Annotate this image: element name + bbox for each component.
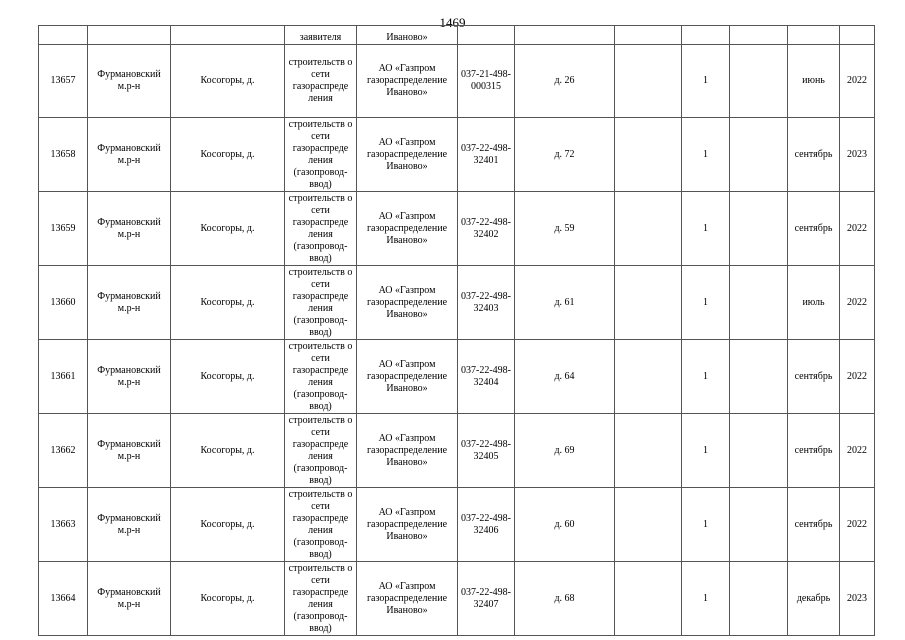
cell-district: Фурмановский м.р-н [88, 562, 171, 636]
cell-empty-a [615, 45, 682, 118]
cell-organization: АО «Газпром газораспределение Иваново» [357, 266, 458, 340]
cell-organization: АО «Газпром газораспределение Иваново» [357, 562, 458, 636]
page-number: 1469 [439, 15, 466, 30]
cell-house: д. 26 [515, 45, 615, 118]
cell-year: 2022 [840, 340, 875, 414]
cell-organization: АО «Газпром газораспределение Иваново» [357, 340, 458, 414]
cell-house: д. 69 [515, 414, 615, 488]
cell-empty-b [730, 340, 788, 414]
cell-organization: Иваново» [357, 26, 458, 45]
cell-purpose: строительств о сети газораспреде ления (газопровод-ввод) [285, 414, 357, 488]
cell-organization: АО «Газпром газораспределение Иваново» [357, 118, 458, 192]
table-row [39, 266, 875, 340]
cell-number: 13662 [39, 414, 88, 488]
records-table [38, 25, 875, 636]
table-row [39, 192, 875, 266]
cell-year: 2022 [840, 45, 875, 118]
cell-year: 2022 [840, 488, 875, 562]
cell-district: Фурмановский м.р-н [88, 340, 171, 414]
cell-district: Фурмановский м.р-н [88, 414, 171, 488]
table-row [39, 118, 875, 192]
cell-empty-a [615, 266, 682, 340]
cell-count: 1 [682, 488, 730, 562]
cell-code: 037-22-498-32404 [458, 340, 515, 414]
cell-code: 037-21-498-000315 [458, 45, 515, 118]
cell-locality: Косогоры, д. [171, 192, 285, 266]
cell-house: д. 61 [515, 266, 615, 340]
cell-year: 2022 [840, 414, 875, 488]
cell-purpose: строительств о сети газораспреде ления (газопровод-ввод) [285, 562, 357, 636]
cell-number: 13664 [39, 562, 88, 636]
cell-purpose: строительств о сети газораспреде ления (газопровод-ввод) [285, 266, 357, 340]
cell-number: 13663 [39, 488, 88, 562]
cell-month: сентябрь [788, 192, 840, 266]
cell-empty-a [615, 192, 682, 266]
cell-year: 2022 [840, 192, 875, 266]
cell-code: 037-22-498-32405 [458, 414, 515, 488]
table-row [39, 488, 875, 562]
cell-month: сентябрь [788, 488, 840, 562]
cell-house: д. 64 [515, 340, 615, 414]
table-row-continued [39, 26, 875, 45]
cell-code: 037-22-498-32402 [458, 192, 515, 266]
cell-count: 1 [682, 192, 730, 266]
cell-empty-b [730, 414, 788, 488]
cell-purpose: строительств о сети газораспреде ления (газопровод-ввод) [285, 488, 357, 562]
cell-purpose: строительств о сети газораспреде ления (газопровод-ввод) [285, 118, 357, 192]
cell-district: Фурмановский м.р-н [88, 266, 171, 340]
cell-house: д. 59 [515, 192, 615, 266]
cell-month: сентябрь [788, 340, 840, 414]
cell-empty-a [615, 414, 682, 488]
cell-empty-b [730, 266, 788, 340]
cell-organization: АО «Газпром газораспределение Иваново» [357, 192, 458, 266]
cell-empty-a [615, 340, 682, 414]
cell-locality: Косогоры, д. [171, 45, 285, 118]
cell-locality: Косогоры, д. [171, 414, 285, 488]
table-row [39, 45, 875, 118]
cell-empty-b [730, 562, 788, 636]
cell-empty-a [615, 488, 682, 562]
cell-organization: АО «Газпром газораспределение Иваново» [357, 488, 458, 562]
cell-organization: АО «Газпром газораспределение Иваново» [357, 414, 458, 488]
cell-month: июль [788, 266, 840, 340]
cell-number: 13659 [39, 192, 88, 266]
cell-house: д. 72 [515, 118, 615, 192]
cell-empty-b [730, 488, 788, 562]
table-row [39, 562, 875, 636]
cell-empty-b [730, 45, 788, 118]
cell-count: 1 [682, 340, 730, 414]
cell-locality: Косогоры, д. [171, 266, 285, 340]
cell-count: 1 [682, 414, 730, 488]
cell-empty-b [730, 118, 788, 192]
cell-house: д. 68 [515, 562, 615, 636]
cell-number: 13657 [39, 45, 88, 118]
cell-district: Фурмановский м.р-н [88, 118, 171, 192]
cell-code: 037-22-498-32407 [458, 562, 515, 636]
cell-locality: Косогоры, д. [171, 340, 285, 414]
cell-year: 2022 [840, 266, 875, 340]
cell-year: 2023 [840, 118, 875, 192]
cell-locality: Косогоры, д. [171, 118, 285, 192]
cell-month: сентябрь [788, 414, 840, 488]
cell-number: 13660 [39, 266, 88, 340]
cell-district: Фурмановский м.р-н [88, 488, 171, 562]
cell-house: д. 60 [515, 488, 615, 562]
cell-month: сентябрь [788, 118, 840, 192]
cell-district: Фурмановский м.р-н [88, 192, 171, 266]
cell-purpose: строительств о сети газораспреде ления [285, 45, 357, 118]
cell-purpose: строительств о сети газораспреде ления (газопровод-ввод) [285, 192, 357, 266]
cell-district: Фурмановский м.р-н [88, 45, 171, 118]
cell-purpose: заявителя [285, 26, 357, 45]
cell-code: 037-22-498-32401 [458, 118, 515, 192]
table-row [39, 340, 875, 414]
table-row [39, 414, 875, 488]
cell-count: 1 [682, 45, 730, 118]
cell-month: июнь [788, 45, 840, 118]
cell-number: 13661 [39, 340, 88, 414]
cell-locality: Косогоры, д. [171, 488, 285, 562]
cell-empty-b [730, 192, 788, 266]
cell-month: декабрь [788, 562, 840, 636]
cell-empty-a [615, 562, 682, 636]
cell-code: 037-22-498-32406 [458, 488, 515, 562]
cell-year: 2023 [840, 562, 875, 636]
cell-empty-a [615, 118, 682, 192]
cell-count: 1 [682, 266, 730, 340]
cell-code: 037-22-498-32403 [458, 266, 515, 340]
cell-count: 1 [682, 562, 730, 636]
cell-number: 13658 [39, 118, 88, 192]
cell-organization: АО «Газпром газораспределение Иваново» [357, 45, 458, 118]
cell-locality: Косогоры, д. [171, 562, 285, 636]
cell-count: 1 [682, 118, 730, 192]
cell-purpose: строительств о сети газораспреде ления (газопровод-ввод) [285, 340, 357, 414]
